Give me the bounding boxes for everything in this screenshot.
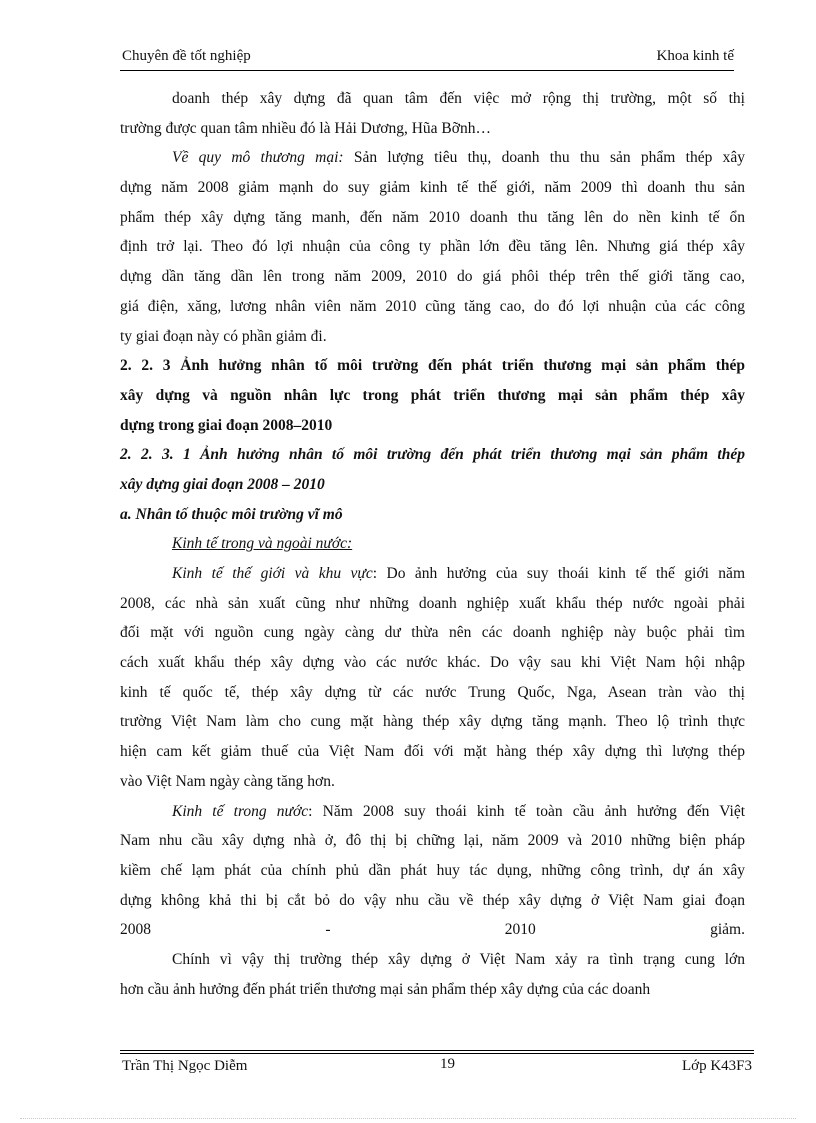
- heading-2-2-3: [120, 351, 745, 440]
- paragraph-conclusion: [120, 945, 745, 1004]
- italic-lead: Về quy mô thương mại:: [172, 149, 344, 167]
- text-line: kinh tế quốc tế, thép xây dựng từ các nước Trung Quốc, Nga, Asean tràn vào thị: [120, 683, 745, 701]
- subheading-economy: Kinh tế trong và ngoài nước:: [172, 535, 353, 553]
- page-header: [120, 48, 734, 68]
- text-run: Sản lượng tiêu thụ, doanh thu thu sản phẩm thép xây: [343, 149, 746, 167]
- header-rule: [120, 70, 734, 71]
- text-line: hiện cam kết giảm thuế của Việt Nam đối với mặt hàng thép xây dựng thì lượng thép: [120, 743, 745, 761]
- text-line: trường được quan tâm nhiều đó là Hải Dương, Hũa Bỡnh…: [120, 119, 491, 137]
- text-line: dựng dần tăng dần lên trong năm 2009, 2010 do giá phôi thép trên thế giới tăng cao,: [120, 268, 745, 286]
- text-line: [120, 797, 745, 827]
- italic-lead: Kinh tế trong nước: [172, 802, 309, 820]
- text-line: đối mặt với nguồn cung ngày càng dư thừa nên các doanh nghiệp này buộc phải tìm: [120, 624, 745, 642]
- text-line: doanh thép xây dựng đã quan tâm đến việc mở rộng thị trường, một số thị: [172, 90, 745, 107]
- text-line: hơn cầu ảnh hưởng đến phát triển thương mại sản phẩm thép xây dựng của các doanh: [120, 980, 651, 998]
- heading-2-2-3-1: [120, 440, 745, 499]
- text-run: giảm.: [710, 921, 745, 939]
- footer-rule-top: [120, 1050, 754, 1051]
- heading-line: 2. 2. 3 Ảnh hưởng nhân tố môi trường đến phát triển thương mại sản phẩm thép: [120, 357, 745, 375]
- text-run: : Do ảnh hưởng của suy thoái kinh tế thế giới năm: [372, 565, 745, 582]
- text-line-spread: [120, 915, 745, 945]
- paragraph-market-expansion: [120, 84, 745, 143]
- header-faculty: Khoa kinh tế: [656, 48, 734, 64]
- text-run: : Năm 2008 suy thoái kinh tế toàn cầu ảnh hưởng đến Việt: [308, 802, 746, 820]
- text-line: cách xuất khẩu thép xây dựng vào các nước khác. Do vậy sau khi Việt Nam hội nhập: [120, 654, 745, 672]
- text-run: 2010: [504, 921, 536, 939]
- heading-macro-factors: a. Nhân tố thuộc môi trường vĩ mô: [120, 505, 343, 523]
- text-line: giá điện, xăng, lương nhân viên năm 2010 cũng tăng cao, do đó lợi nhuận của các công: [120, 297, 745, 315]
- text-run: 2008: [120, 921, 151, 939]
- footer-class: Lớp K43F3: [681, 1058, 752, 1074]
- text-line: phẩm thép xây dựng tăng manh, đến năm 2010 doanh thu tăng lên do nền kinh tế ổn: [120, 208, 745, 226]
- page-edge-dots: [20, 1118, 796, 1119]
- text-run: -: [325, 921, 331, 939]
- text-line: định trở lại. Theo đó lợi nhuận của công ty phần lớn đều tăng lên. Nhưng giá thép xây: [120, 238, 745, 256]
- paragraph-trade-scale: [120, 143, 745, 351]
- text-line: Nam nhu cầu xây dựng nhà ở, đô thị bị chững lại, năm 2009 và 2010 những biện pháp: [120, 832, 745, 850]
- text-line: dựng năm 2008 giảm mạnh do suy giảm kinh tế thế giới, năm 2009 thì doanh thu sản: [120, 179, 745, 197]
- header-title: Chuyên đề tốt nghiệp: [122, 48, 251, 64]
- text-line: ty giai đoạn này có phần giảm đi.: [120, 327, 327, 345]
- text-line: vào Việt Nam ngày càng tăng hơn.: [120, 772, 335, 790]
- text-line: Chính vì vậy thị trường thép xây dựng ở Việt Nam xảy ra tình trạng cung lớn: [172, 950, 745, 968]
- text-line: [120, 559, 745, 589]
- heading-line: xây dựng và nguồn nhân lực trong phát triển thương mại sản phẩm thép xây: [120, 386, 745, 404]
- text-line: kiềm chế lạm phát của chính phủ dần phát huy tác dụng, những công trình, dự án xây: [120, 861, 745, 879]
- page-footer: [120, 1056, 754, 1076]
- subheading-line: [120, 529, 745, 559]
- heading-line: dựng trong giai đoạn 2008–2010: [120, 416, 333, 434]
- text-line: 2008, các nhà sản xuất cũng như những doanh nghiệp xuất khẩu thép nước ngoài phải: [120, 594, 745, 612]
- page-number: 19: [440, 1056, 455, 1072]
- document-body: [120, 84, 745, 1004]
- paragraph-domestic-economy: [120, 797, 745, 945]
- text-line: trường Việt Nam làm cho cung mặt hàng thép xây dựng tăng mạnh. Theo lộ trình thực: [120, 713, 745, 731]
- text-line: [120, 143, 745, 173]
- text-line: dựng không khả thi bị cắt bỏ do vậy nhu cầu về thép xây dựng ở Việt Nam giai đoạn: [120, 891, 745, 909]
- italic-lead: Kinh tế thế giới và khu vực: [172, 565, 373, 582]
- paragraph-world-economy: [120, 559, 745, 797]
- heading-line: 2. 2. 3. 1 Ảnh hưởng nhân tố môi trường đến phát triển thương mại sản phẩm thép: [120, 446, 745, 464]
- heading-line: xây dựng giai đoạn 2008 – 2010: [120, 475, 325, 493]
- footer-author: Trần Thị Ngọc Diễm: [122, 1058, 248, 1074]
- footer-rule-bottom: [120, 1053, 754, 1054]
